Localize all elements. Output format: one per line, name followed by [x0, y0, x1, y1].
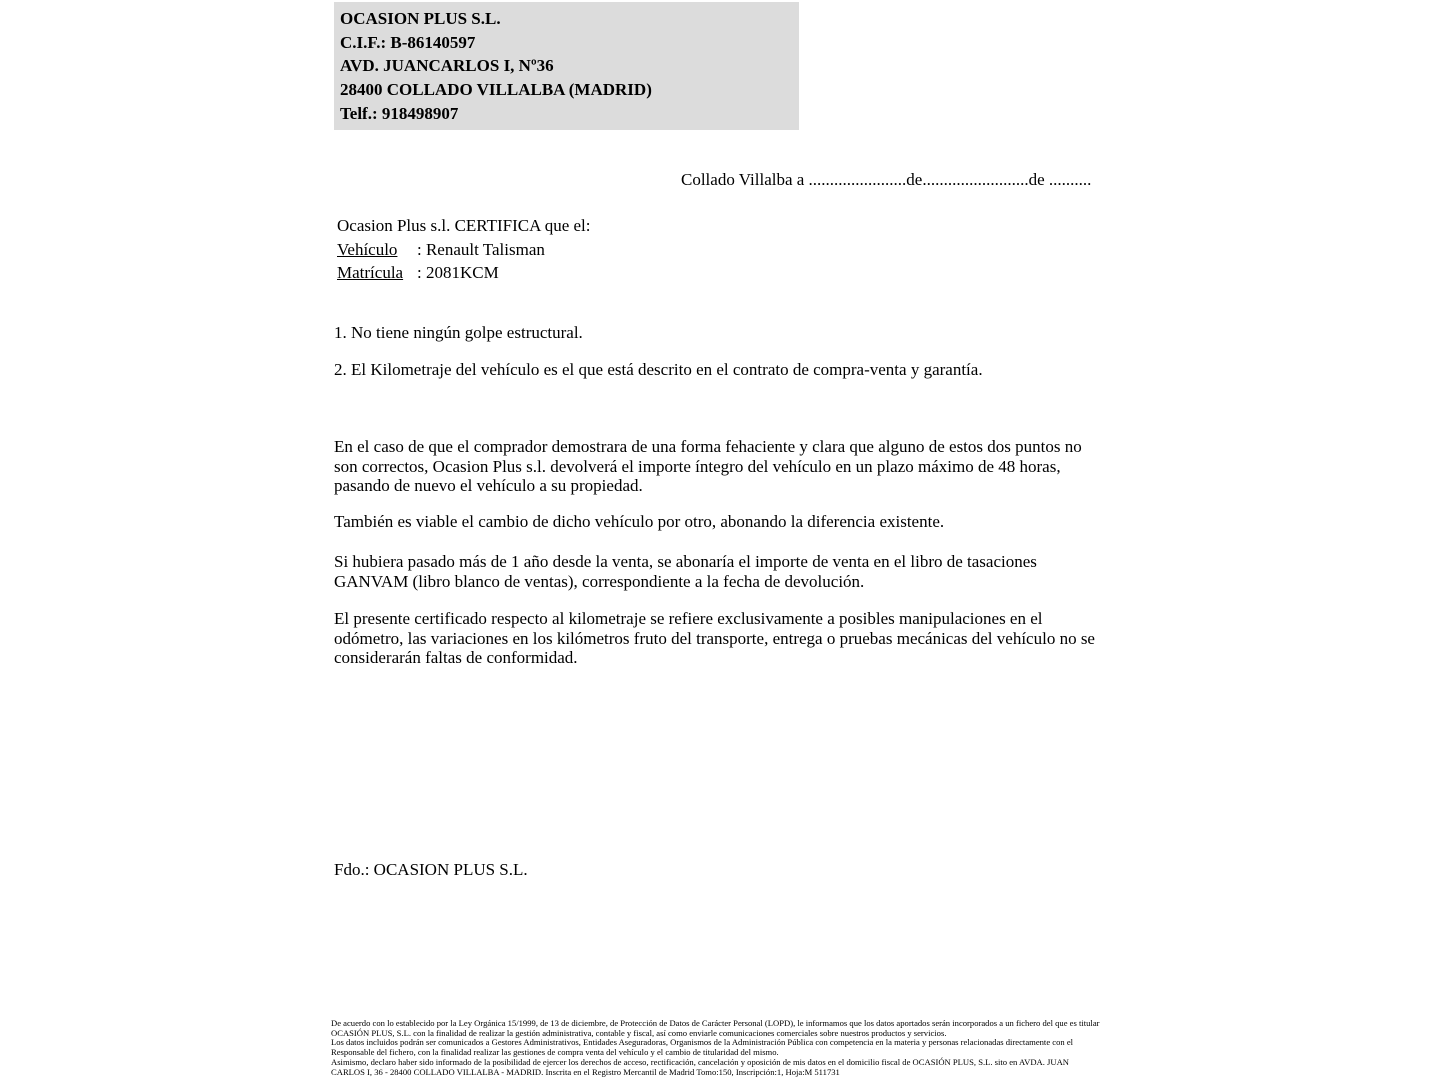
paragraph-refund-policy: En el caso de que el comprador demostrara de una forma fehaciente y clara que alguno de estos dos puntos no son correctos, Ocasion Plus s.l. devolverá el importe íntegro del vehículo en un plazo máximo de 48 horas, pasando de nuevo el vehículo a su propiedad.: [334, 437, 1082, 496]
company-phone: Telf.: 918498907: [340, 103, 459, 123]
legal-footer-line: De acuerdo con lo establecido por la Ley Orgánica 15/1999, de 13 de diciembre, de Protección de Datos de Carácter Personal (LOPD), le informamos que los datos aportados serán incorporados a un fichero del que es titular: [331, 1018, 1100, 1028]
paragraph-ganvam-valuation: Si hubiera pasado más de 1 año desde la venta, se abonaría el importe de venta en el libro de tasaciones GANVAM (libro blanco de ventas), correspondiente a la fecha de devolución.: [334, 552, 1037, 591]
vehicle-value: : Renault Talisman: [417, 239, 545, 259]
company-header-box: [334, 2, 799, 130]
vehicle-label: Vehículo: [337, 239, 398, 259]
certification-intro: Ocasion Plus s.l. CERTIFICA que el:: [337, 216, 591, 235]
company-name: OCASION PLUS S.L.: [340, 9, 501, 28]
paragraph-odometer-disclaimer: El presente certificado respecto al kilometraje se refiere exclusivamente a posibles manipulaciones en el odómetro, las variaciones en los kilómetros fruto del transporte, entrega o pruebas mecánicas del vehículo no se considerarán faltas de conformidad.: [334, 609, 1095, 668]
point-1: 1. No tiene ningún golpe estructural.: [334, 323, 583, 342]
company-cif: C.I.F.: B-86140597: [340, 32, 476, 52]
certification-block: [337, 214, 591, 285]
legal-footer: [331, 1019, 1121, 1077]
point-2: 2. El Kilometraje del vehículo es el que está descrito en el contrato de compra-venta y garantía.: [334, 360, 983, 379]
company-city: 28400 COLLADO VILLALBA (MADRID): [340, 80, 652, 100]
legal-footer-line: Responsable del fichero, con la finalidad realizar las gestiones de compra venta del vehículo y el cambio de titularidad del mismo.: [331, 1047, 779, 1058]
vehicle-line: [337, 238, 591, 262]
company-address: AVD. JUANCARLOS I, Nº36: [340, 56, 554, 76]
signature-line: Fdo.: OCASION PLUS S.L.: [334, 860, 528, 879]
legal-footer-line: CARLOS I, 36 - 28400 COLLADO VILLALBA - MADRID. Inscrita en el Registro Mercantil de Madrid Tomo:150, Inscripción:1, Hoja:M 511731: [331, 1066, 840, 1077]
plate-line: [337, 261, 591, 285]
plate-value: : 2081KCM: [417, 263, 499, 282]
paragraph-exchange-option: También es viable el cambio de dicho vehículo por otro, abonando la diferencia existente.: [334, 512, 945, 531]
plate-label: Matrícula: [337, 263, 404, 282]
legal-footer-line: OCASIÓN PLUS, S.L. con la finalidad de realizar la gestión administrativa, contable y fiscal, así como enviarle comunicaciones comerciales sobre nuestros productos y servicios.: [331, 1027, 947, 1038]
legal-footer-line: Los datos incluidos podrán ser comunicados a Gestores Administrativos, Entidades Aseguradoras, Organismos de la Administración Pública con competencia en la materia y personas relacionadas directamente con el: [331, 1037, 1074, 1048]
legal-footer-line: Asimismo, declaro haber sido informado de la posibilidad de ejercer los derechos de acceso, rectificación, cancelación y oposición de mis datos en el domicilio fiscal de OCASIÓN PLUS, S.L. sito en AVDA. JUAN: [331, 1056, 1070, 1067]
date-line: Collado Villalba a .......................de.........................de ..........: [681, 170, 1092, 189]
